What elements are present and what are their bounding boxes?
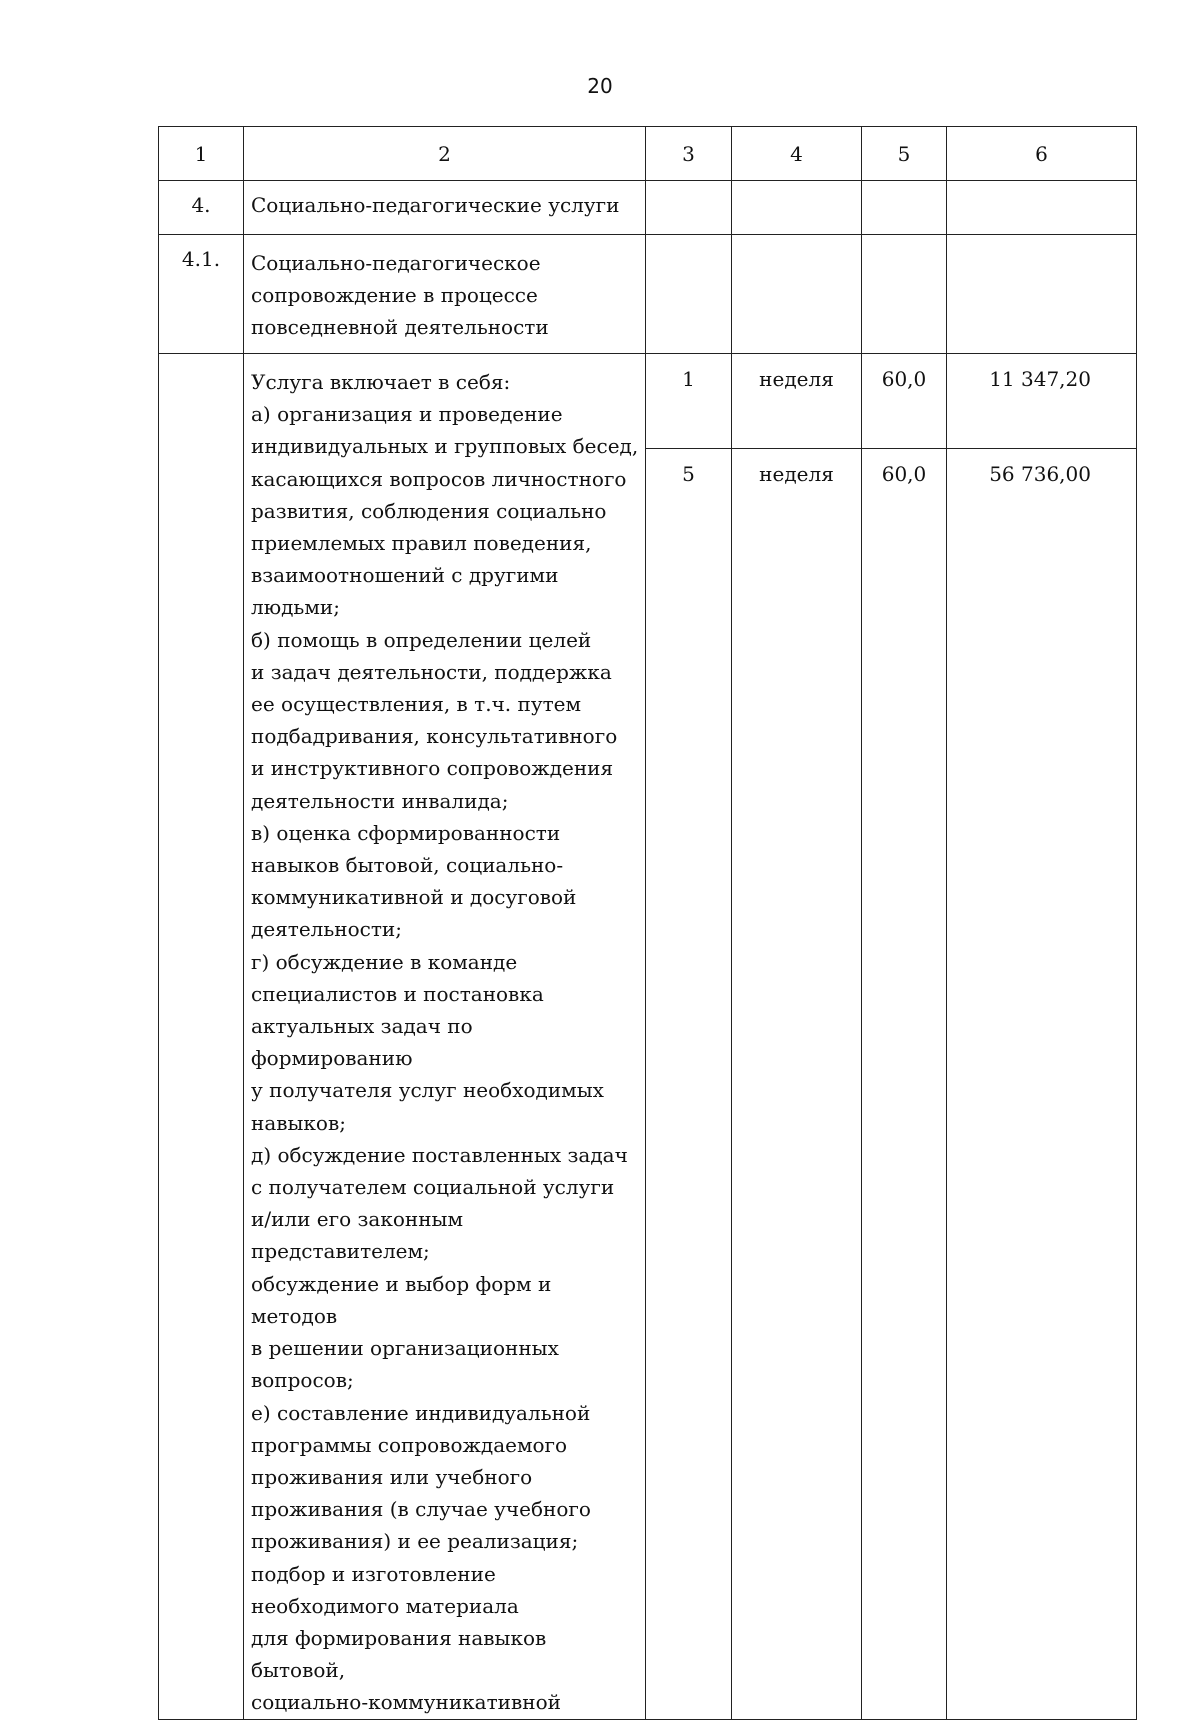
price: 56 736,00 <box>989 461 1091 486</box>
column-header-1: 1 <box>159 127 244 181</box>
empty-number-cell <box>159 354 244 1720</box>
empty-cell <box>947 181 1137 235</box>
services-table <box>158 126 1137 1720</box>
section-number: 4. <box>191 193 211 217</box>
duration: 60,0 <box>881 461 927 486</box>
empty-cell <box>646 181 732 235</box>
column-header-6: 6 <box>947 127 1137 181</box>
column-header-5: 5 <box>862 127 947 181</box>
section-title: Социально-педагогические услуги <box>251 193 620 217</box>
unit-cell <box>732 354 862 449</box>
service-description: Услуга включает в себя: а) организация и проведение индивидуальных и групповых бесед, касающихся вопросов личностного развития, соблюдения социально приемлемых правил поведения, взаимоотношений с другими людьми; б) помощь в определении целей и задач деятельности, поддержка ее осуществления, в т.ч. путем подбадривания, консультативного и инструктивного сопровождения деятельности инвалида; в) оценка сформированности навыков бытовой, социально- коммуникативной и досуговой деятельности; г) обсуждение в команде специалистов и постановка актуальных задач по формированию у получателя услуг необходимых навыков; д) обсуждение поставленных задач с получателем социальной услуги и/или его законным представителем; обсуждение и выбор форм и методов в решении организационных вопросов; е) составление индивидуальной программы сопровождаемого проживания или учебного проживания (в случае учебного проживания) и ее реализация; подбор и изготовление необходимого материала для формирования навыков бытовой, социально-коммуникативной <box>251 370 639 1715</box>
section-row <box>159 181 1137 235</box>
empty-cell <box>862 181 947 235</box>
quantity-cell <box>646 354 732 449</box>
section-title-cell <box>244 181 646 235</box>
quantity: 5 <box>682 461 695 486</box>
unit: неделя <box>759 461 834 486</box>
column-header-4: 4 <box>732 127 862 181</box>
empty-cell <box>947 235 1137 354</box>
price-cell <box>947 448 1137 1719</box>
section-number-cell <box>159 181 244 235</box>
duration: 60,0 <box>881 367 927 391</box>
price: 11 347,20 <box>989 367 1091 391</box>
duration-cell <box>862 354 947 449</box>
subsection-title: Социально-педагогическое сопровождение в процессе повседневной деятельности <box>251 251 549 339</box>
table-row <box>159 354 1137 449</box>
column-header-3: 3 <box>646 127 732 181</box>
empty-cell <box>732 181 862 235</box>
page-number: 20 <box>587 74 613 98</box>
quantity: 1 <box>682 367 695 391</box>
subsection-number-cell <box>159 235 244 354</box>
service-description-cell <box>244 354 646 1720</box>
unit-cell <box>732 448 862 1719</box>
quantity-cell <box>646 448 732 1719</box>
table-header-row <box>159 127 1137 181</box>
subsection-title-cell <box>244 235 646 354</box>
unit: неделя <box>759 367 834 391</box>
price-cell <box>947 354 1137 449</box>
duration-cell <box>862 448 947 1719</box>
subsection-row <box>159 235 1137 354</box>
empty-cell <box>862 235 947 354</box>
empty-cell <box>732 235 862 354</box>
column-header-2: 2 <box>244 127 646 181</box>
empty-cell <box>646 235 732 354</box>
subsection-number: 4.1. <box>181 247 221 271</box>
